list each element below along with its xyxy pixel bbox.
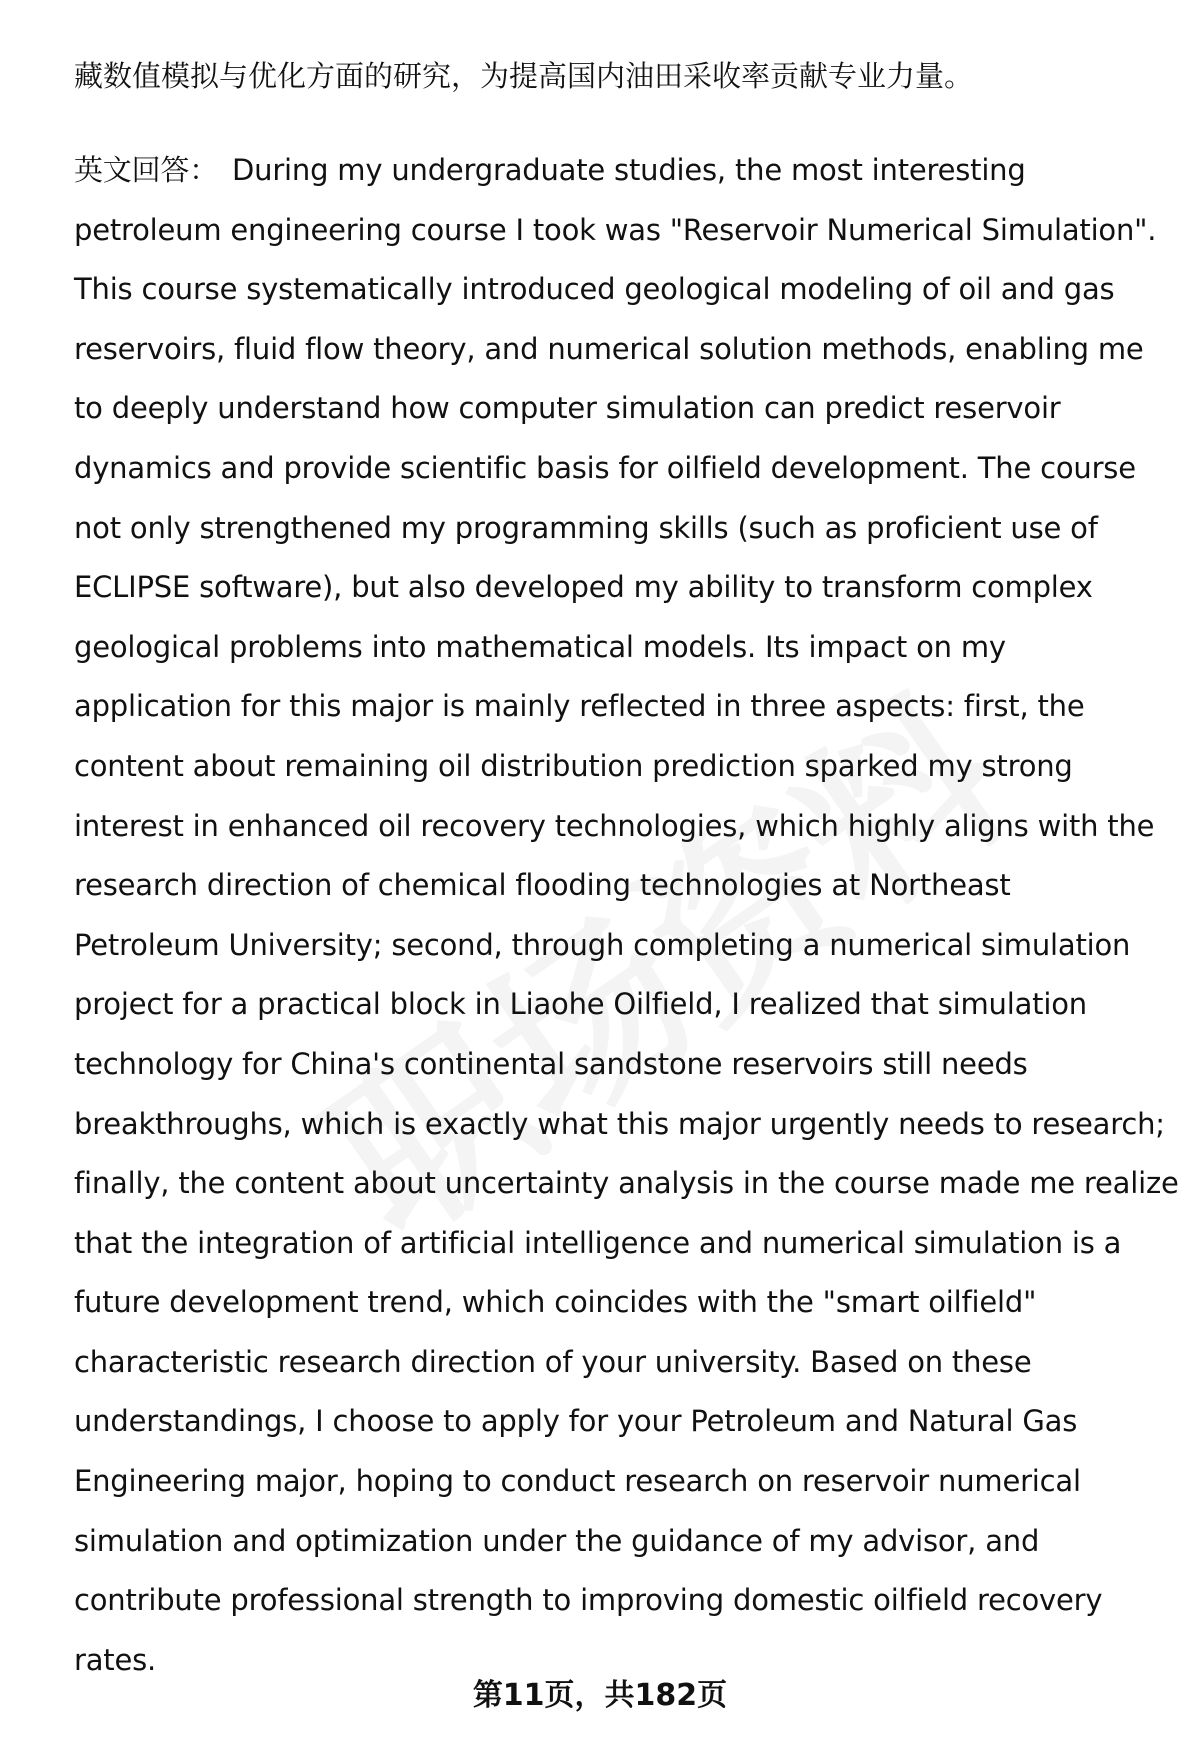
english-answer <box>74 145 1179 1694</box>
answer-line: This course systematically introduced geological modeling of oil and gas <box>74 272 1115 307</box>
answer-line: project for a practical block in Liaohe Oilfield, I realized that simulation <box>74 987 1087 1022</box>
answer-line: rates. <box>74 1642 157 1677</box>
answer-line: characteristic research direction of your university. Based on these <box>74 1344 1032 1379</box>
answer-line: future development trend, which coincides with the "smart oilfield" <box>74 1285 1037 1320</box>
answer-line: ECLIPSE software), but also developed my ability to transform complex <box>74 570 1093 605</box>
chinese-answer-continuation: 藏数值模拟与优化方面的研究，为提高国内油田采收率贡献专业力量。 <box>74 59 974 93</box>
answer-line: finally, the content about uncertainty analysis in the course made me realize <box>74 1166 1179 1201</box>
answer-line: dynamics and provide scientific basis for oilfield development. The course <box>74 450 1136 485</box>
answer-line: understandings, I choose to apply for your Petroleum and Natural Gas <box>74 1404 1078 1439</box>
answer-line: Petroleum University; second, through completing a numerical simulation <box>74 927 1131 962</box>
answer-line: technology for China's continental sandstone reservoirs still needs <box>74 1046 1028 1081</box>
answer-line: that the integration of artificial intelligence and numerical simulation is a <box>74 1225 1122 1260</box>
answer-line: not only strengthened my programming skills (such as proficient use of <box>74 510 1098 545</box>
answer-line: Engineering major, hoping to conduct research on reservoir numerical <box>74 1464 1081 1499</box>
answer-line: research direction of chemical flooding technologies at Northeast <box>74 868 1011 903</box>
answer-line: simulation and optimization under the guidance of my advisor, and <box>74 1523 1040 1558</box>
answer-line: contribute professional strength to improving domestic oilfield recovery <box>74 1583 1103 1618</box>
answer-line: breakthroughs, which is exactly what this major urgently needs to research; <box>74 1106 1165 1141</box>
answer-line: 英文回答： During my undergraduate studies, the most interesting <box>74 153 1026 187</box>
answer-line: geological problems into mathematical models. Its impact on my <box>74 629 1006 664</box>
answer-line: to deeply understand how computer simulation can predict reservoir <box>74 391 1061 426</box>
answer-line: application for this major is mainly reflected in three aspects: first, the <box>74 689 1085 724</box>
answer-line: content about remaining oil distribution prediction sparked my strong <box>74 748 1073 783</box>
answer-label: 英文回答： <box>74 153 219 187</box>
answer-line: reservoirs, fluid flow theory, and numerical solution methods, enabling me <box>74 331 1144 366</box>
answer-line: interest in enhanced oil recovery technologies, which highly aligns with the <box>74 808 1155 843</box>
answer-line: petroleum engineering course I took was "Reservoir Numerical Simulation". <box>74 212 1157 247</box>
page-number: 第11页，共182页 <box>472 1678 728 1713</box>
